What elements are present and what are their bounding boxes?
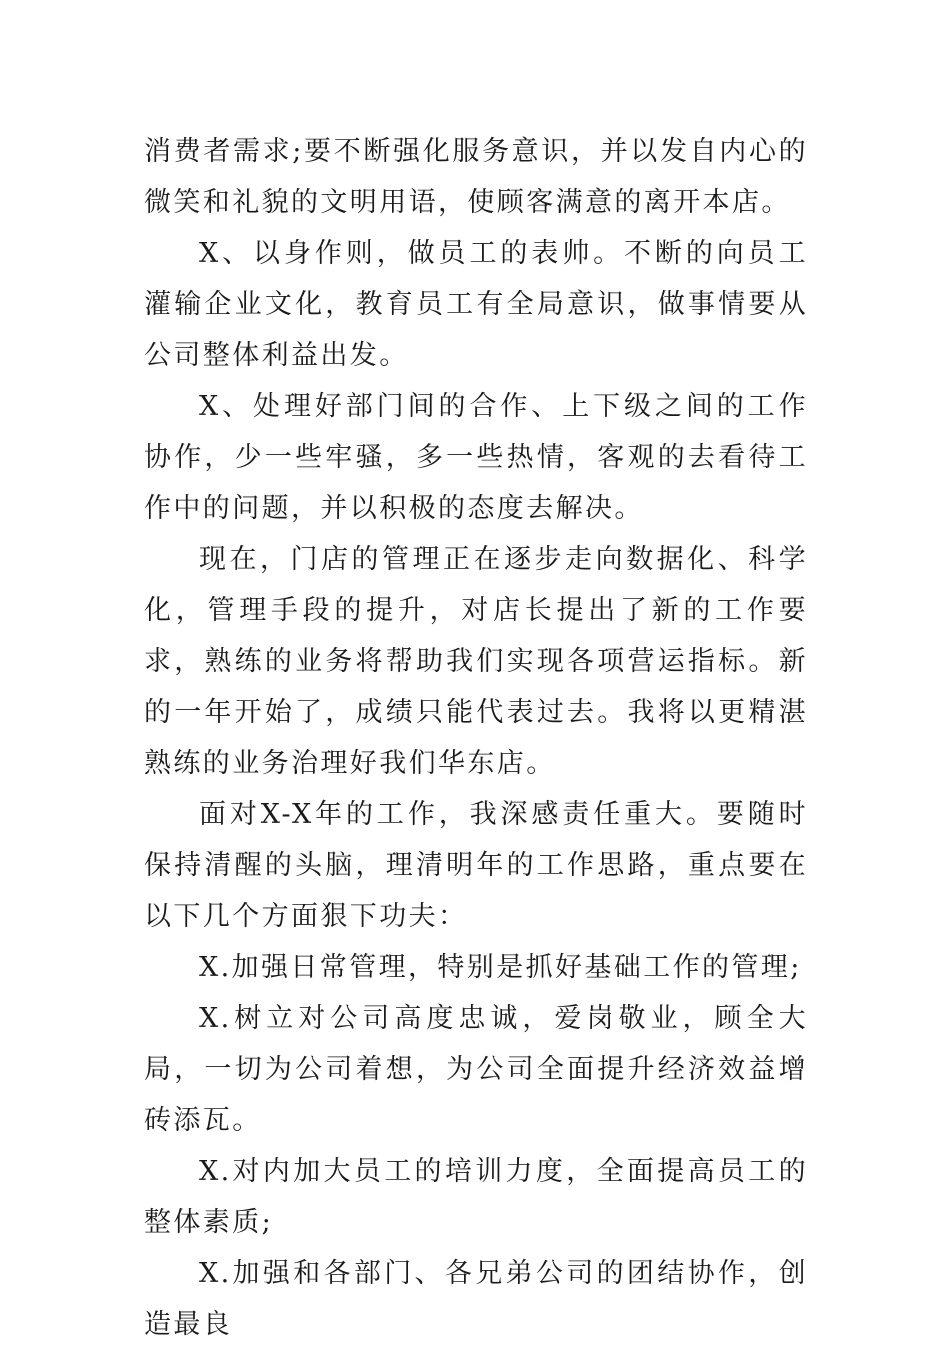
paragraph-8: X.对内加大员工的培训力度，全面提高员工的整体素质; xyxy=(144,1156,808,1238)
paragraph-6: X.加强日常管理，特别是抓好基础工作的管理; xyxy=(199,952,802,983)
document-body xyxy=(144,126,808,1350)
paragraph-5: 面对X-X年的工作，我深感责任重大。要随时保持清醒的头脑，理清明年的工作思路，重点要在以下几个方面狠下功夫： xyxy=(144,799,808,932)
paragraph-4: 现在，门店的管理正在逐步走向数据化、科学化，管理手段的提升，对店长提出了新的工作要求，熟练的业务将帮助我们实现各项营运指标。新的一年开始了，成绩只能代表过去。我将以更精湛熟练的业务治理好我们华东店。 xyxy=(144,544,808,779)
paragraph-7: X.树立对公司高度忠诚，爱岗敬业，顾全大局，一切为公司着想，为公司全面提升经济效益增砖添瓦。 xyxy=(144,1003,808,1136)
paragraph-9: X.加强和各部门、各兄弟公司的团结协作，创造最良 xyxy=(144,1258,808,1340)
paragraph-1: 消费者需求;要不断强化服务意识，并以发自内心的微笑和礼貌的文明用语，使顾客满意的离开本店。 xyxy=(144,136,808,218)
paragraph-3: X、处理好部门间的合作、上下级之间的工作协作，少一些牢骚，多一些热情，客观的去看待工作中的问题，并以积极的态度去解决。 xyxy=(144,391,808,524)
paragraph-2: X、以身作则，做员工的表帅。不断的向员工灌输企业文化，教育员工有全局意识，做事情要从公司整体利益出发。 xyxy=(144,238,808,371)
